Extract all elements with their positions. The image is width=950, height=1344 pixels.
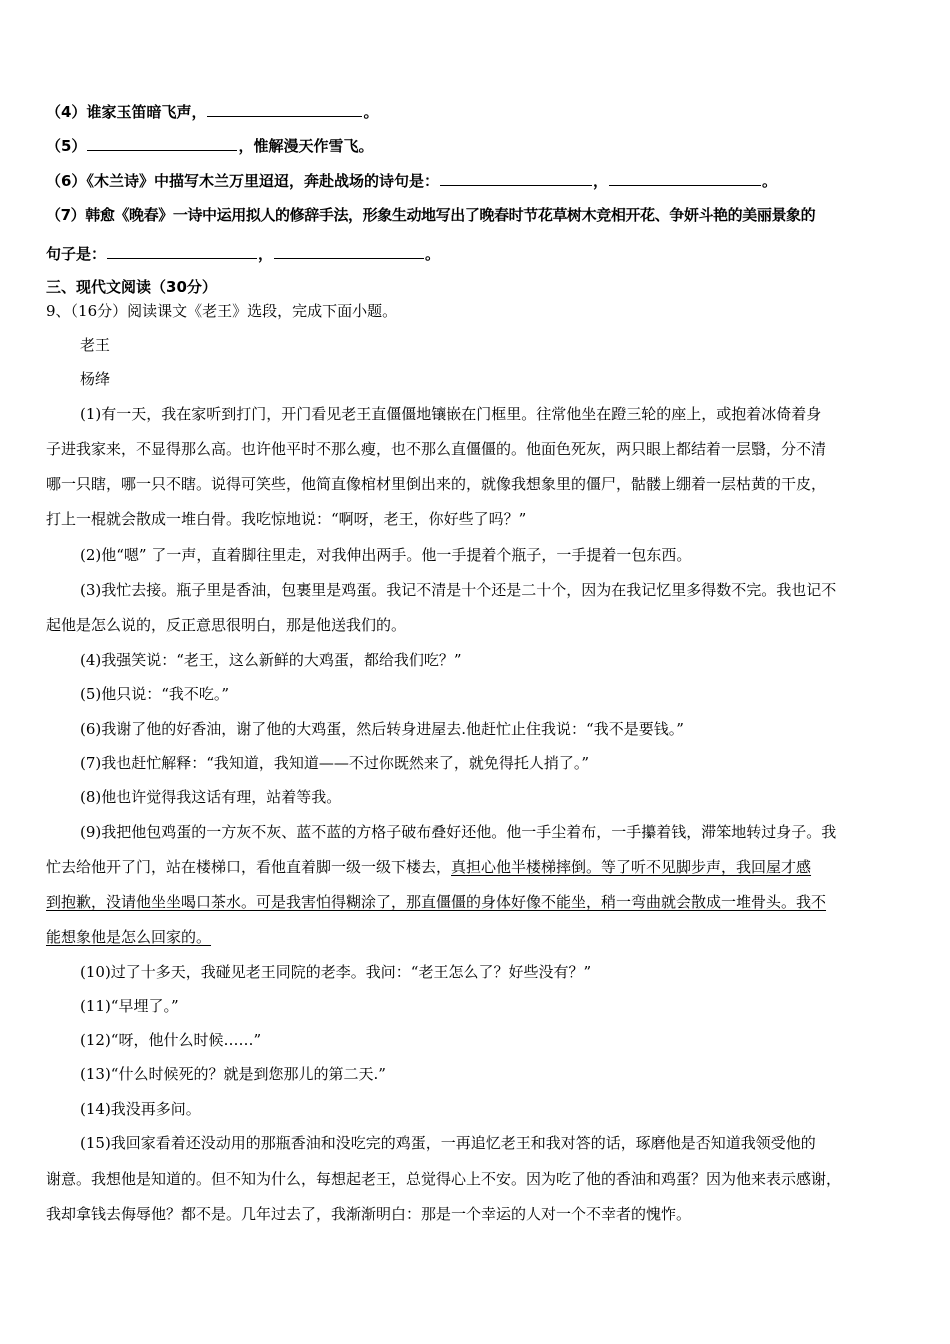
paragraph-3-line-1: (3)我忙去接。瓶子里是香油，包裹里是鸡蛋。我记不清是十个还是二十个，因为在我记忆里多得数不完。我也记不	[80, 581, 837, 599]
paragraph-8: (8)他也许觉得我这话有理，站着等我。	[80, 788, 342, 806]
paragraph-10: (10)过了十多天，我碰见老王同院的老李。我问：“老王怎么了？好些没有？”	[80, 963, 592, 981]
fill-in-q7-line2	[46, 242, 440, 265]
q5-answer-blank[interactable]	[87, 134, 237, 151]
q6-answer-blank-2[interactable]	[609, 169, 761, 186]
q7-answer-blank-1[interactable]	[107, 242, 257, 259]
paragraph-13: (13)“什么时候死的？就是到您那儿的第二天.”	[80, 1065, 386, 1083]
paragraph-4: (4)我强笑说：“老王，这么新鲜的大鸡蛋，都给我们吃？”	[80, 651, 462, 669]
q7-answer-blank-2[interactable]	[274, 242, 424, 259]
q4-answer-blank[interactable]	[207, 100, 362, 117]
fill-in-q6	[46, 169, 777, 192]
paragraph-9-line-4-underlined: 能想象他是怎么回家的。	[46, 928, 212, 946]
paragraph-1-line-2: 子进我家来，不显得那么高。也许他平时不那么瘦，也不那么直僵僵的。他面色死灰，两只眼上都结着一层翳，分不清	[46, 440, 827, 458]
article-author: 杨绛	[80, 370, 111, 388]
paragraph-2: (2)他“嗯” 了一声，直着脚往里走，对我伸出两手。他一手提着个瓶子，一手提着一包东西。	[80, 546, 692, 564]
q5-number: （5）	[46, 137, 87, 155]
paragraph-1-line-1: (1)有一天，我在家听到打门，开门看见老王直僵僵地镶嵌在门框里。往常他坐在蹬三轮的座上，或抱着冰倚着身	[80, 405, 822, 423]
paragraph-9-underlined-start: 真担心他半楼梯摔倒。等了听不见脚步声，我回屋才感	[451, 858, 812, 876]
fill-in-q4	[46, 100, 378, 123]
fill-in-q7	[46, 204, 815, 226]
paragraph-1-line-4: 打上一棍就会散成一堆白骨。我吃惊地说：“啊呀，老王，你好些了吗？”	[46, 510, 527, 528]
q7-text: 韩愈《晚春》一诗中运用拟人的修辞手法，形象生动地写出了晚春时节花草树木竞相开花、争妍斗艳的美丽景象的	[85, 206, 816, 224]
paragraph-9-line-2-plain: 忙去给他开了门，站在楼梯口，看他直着脚一级一级下楼去，	[46, 858, 452, 876]
q6-mid: ，	[592, 172, 608, 190]
paragraph-3-line-2: 起他是怎么说的，反正意思很明白，那是他送我们的。	[46, 616, 407, 634]
q4-end: 。	[363, 103, 379, 121]
paragraph-1-line-3: 哪一只瞎，哪一只不瞎。说得可笑些，他简直像棺材里倒出来的，就像我想象里的僵尸，骷髅上绷着一层枯黄的干皮，	[46, 475, 827, 493]
q6-text: 《木兰诗》中描写木兰万里迢迢，奔赴战场的诗句是：	[86, 172, 439, 190]
q4-number: （4）	[46, 103, 87, 121]
paragraph-15-line-2: 谢意。我想他是知道的。但不知为什么，每想起老王，总觉得心上不安。因为吃了他的香油和鸡蛋？因为他来表示感谢，	[46, 1170, 842, 1188]
section-heading: 三、现代文阅读（30分）	[46, 278, 217, 296]
paragraph-9-line-3-underlined: 到抱歉，没请他坐坐喝口茶水。可是我害怕得糊涂了，那直僵僵的身体好像不能坐，稍一弯曲就会散成一堆骨头。我不	[46, 893, 827, 911]
paragraph-11: (11)“早埋了。”	[80, 997, 179, 1015]
q7-number: （7）	[46, 206, 86, 224]
paragraph-5: (5)他只说：“我不吃。”	[80, 685, 230, 703]
paragraph-14: (14)我没再多问。	[80, 1100, 201, 1118]
q4-text: 谁家玉笛暗飞声，	[86, 103, 207, 121]
q5-text: ，惟解漫天作雪飞。	[238, 137, 374, 155]
paragraph-9-line-2	[46, 856, 811, 878]
q6-end: 。	[761, 172, 777, 190]
question-9-intro: 9、（16分）阅读课文《老王》选段，完成下面小题。	[46, 302, 398, 320]
paragraph-12: (12)“呀，他什么时候……”	[80, 1031, 262, 1049]
article-title: 老王	[80, 336, 111, 354]
paragraph-15-line-1: (15)我回家看着还没动用的那瓶香油和没吃完的鸡蛋，一再追忆老王和我对答的话，琢磨他是否知道我领受他的	[80, 1134, 816, 1152]
q7-end: 。	[425, 245, 441, 263]
paragraph-9-line-1: (9)我把他包鸡蛋的一方灰不灰、蓝不蓝的方格子破布叠好还他。他一手尘着布，一手攥着钱，滞笨地转过身子。我	[80, 823, 837, 841]
paragraph-15-line-3: 我却拿钱去侮辱他？都不是。几年过去了，我渐渐明白：那是一个幸运的人对一个不幸者的愧怍。	[46, 1205, 692, 1223]
paragraph-6: (6)我谢了他的好香油，谢了他的大鸡蛋，然后转身进屋去.他赶忙止住我说：“我不是要钱。”	[80, 720, 684, 738]
q6-number: （6）	[46, 172, 87, 190]
q6-answer-blank-1[interactable]	[440, 169, 592, 186]
paragraph-7: (7)我也赶忙解释：“我知道，我知道——不过你既然来了，就免得托人捎了。”	[80, 754, 590, 772]
q7-mid: ，	[258, 245, 274, 263]
q7-text2: 句子是：	[46, 245, 107, 263]
fill-in-q5	[46, 134, 373, 157]
